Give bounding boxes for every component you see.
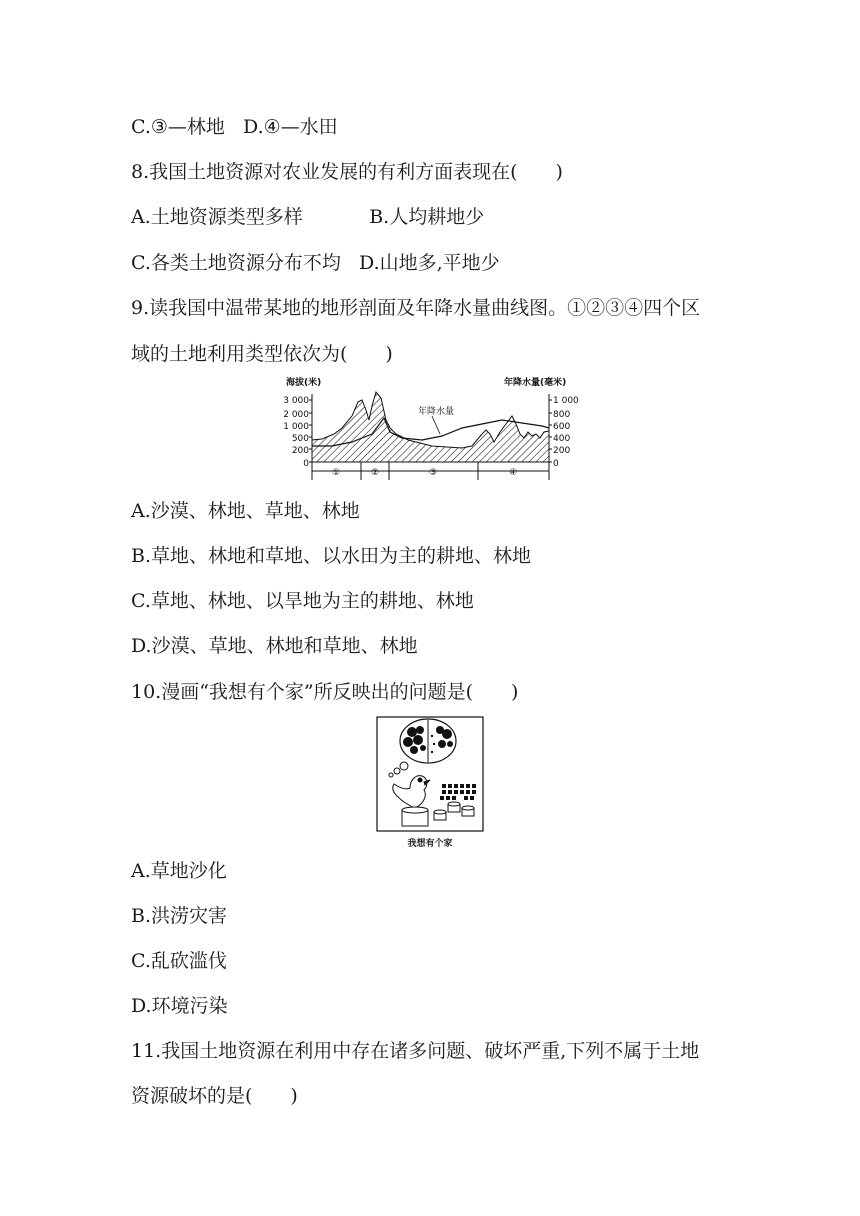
q10-stem: 10.漫画“我想有个家”所反映出的问题是( ) <box>131 681 519 703</box>
right-tick: 1 000 <box>553 396 579 406</box>
right-tick: 600 <box>553 422 571 432</box>
q10-option-a: A.草地沙化 <box>131 860 227 882</box>
left-tick: 0 <box>303 459 309 469</box>
left-tick: 200 <box>291 446 309 456</box>
region-label: ② <box>370 468 380 478</box>
cartoon-figure <box>376 716 484 850</box>
terrain-profile <box>312 392 549 462</box>
q10-option-d: D.环境污染 <box>131 995 228 1017</box>
q8-options-ab: A.土地资源类型多样 B.人均耕地少 <box>131 206 485 228</box>
left-tick: 3 000 <box>283 396 309 406</box>
curve-label: 年降水量 <box>418 407 455 417</box>
left-tick: 1 000 <box>283 422 309 432</box>
q9-stem-line1: 9.读我国中温带某地的地形剖面及年降水量曲线图。①②③④四个区 <box>131 297 701 319</box>
right-tick: 200 <box>553 446 571 456</box>
q10-option-c: C.乱砍滥伐 <box>131 950 227 972</box>
region-label: ③ <box>428 468 438 478</box>
cartoon-caption: 我想有个家 <box>407 839 453 849</box>
q9-option-c: C.草地、林地、以旱地为主的耕地、林地 <box>131 590 474 612</box>
q8-options-cd: C.各类土地资源分布不均 D.山地多,平地少 <box>131 252 500 274</box>
right-tick: 400 <box>553 434 571 444</box>
q9-option-b: B.草地、林地和草地、以水田为主的耕地、林地 <box>131 545 532 567</box>
left-tick: 2 000 <box>283 410 309 420</box>
left-tick: 500 <box>291 434 309 444</box>
q11-stem-line2: 资源破坏的是( ) <box>131 1085 298 1107</box>
left-axis-title: 海拔(米) <box>286 378 322 388</box>
right-tick: 0 <box>553 459 559 469</box>
terrain-precipitation-figure <box>282 376 582 488</box>
q9-option-d: D.沙漠、草地、林地和草地、林地 <box>131 635 418 657</box>
q8-stem: 8.我国土地资源对农业发展的有利方面表现在( ) <box>131 161 563 183</box>
q11-stem-line1: 11.我国土地资源在利用中存在诸多问题、破坏严重,下列不属于土地 <box>131 1040 700 1062</box>
q9-option-a: A.沙漠、林地、草地、林地 <box>131 500 360 522</box>
right-axis-title: 年降水量(毫米) <box>504 378 567 388</box>
q10-option-b: B.洪涝灾害 <box>131 905 228 927</box>
q9-stem-line2: 域的土地利用类型依次为( ) <box>131 343 393 365</box>
right-tick: 800 <box>553 410 571 420</box>
q7-options-cd: C.③—林地 D.④—水田 <box>131 116 338 138</box>
region-label: ④ <box>508 468 518 478</box>
region-label: ① <box>331 468 341 478</box>
